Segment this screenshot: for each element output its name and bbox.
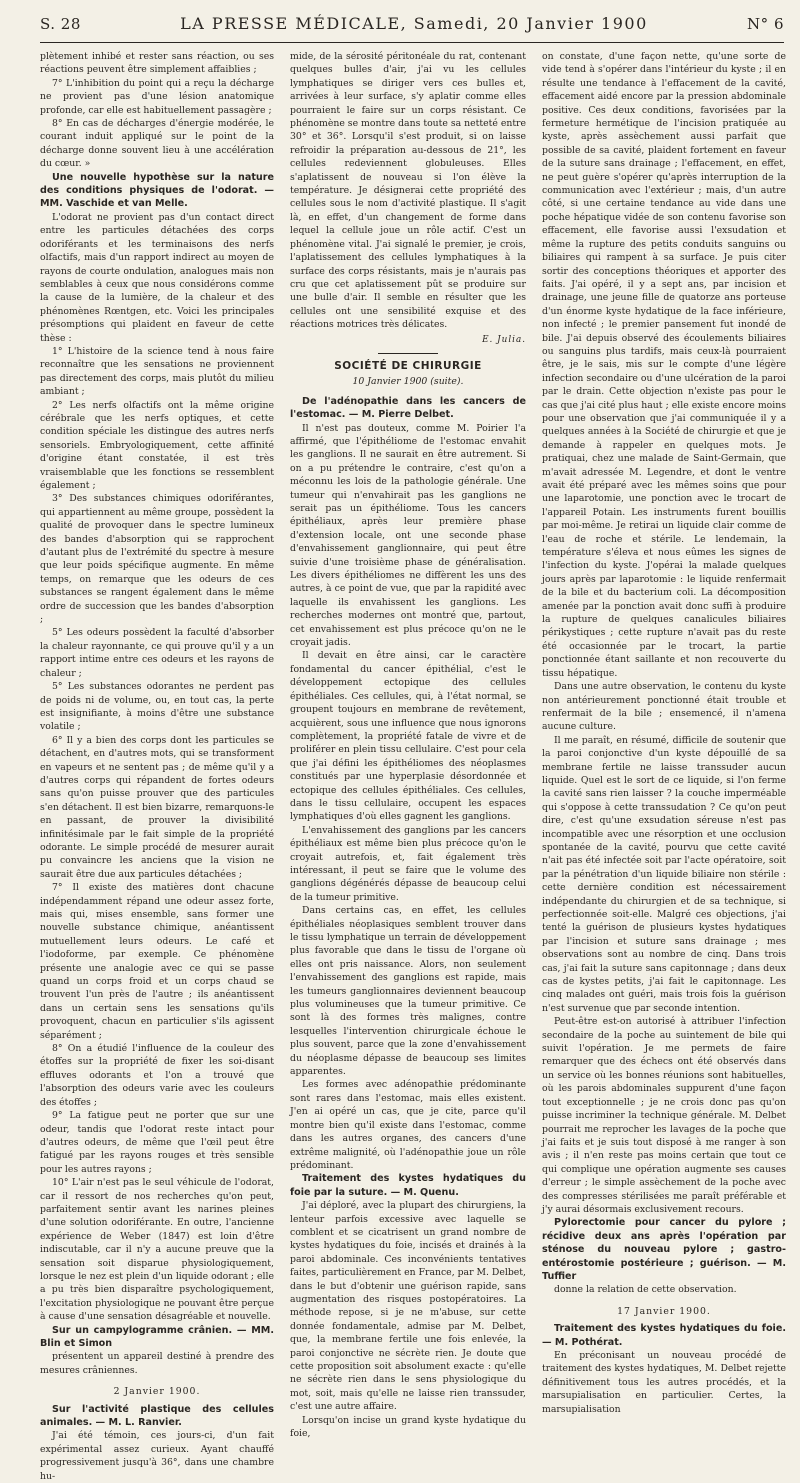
section-divider: [378, 353, 438, 354]
paragraph: Il n'est pas douteux, comme M. Poirier l'a affirmé, que l'épithéliome de l'estomac envahit les ganglions. Il ne saurait en être autrement. Si on a pu prétendre le contraire, c'est qu'on a méconnu les lois de la pathologie générale. Une tumeur qui n'envahirait pas les ganglions ne serait pas un épithéliome. Tous les cancers épithéliaux, après leur première phase d'extension locale, ont une seconde phase d'envahissement ganglionnaire, qui peut être suivie d'une troisième phase de généralisation. Les divers épithéliomes ne diffèrent les uns des autres, à ce point de vue, que par la rapidité avec laquelle ils envahissent les ganglions. Les recherches modernes ont montré que, partout, cet envahissement est plus précoce qu'on ne le croyait jadis.: [290, 422, 526, 649]
column-2: [290, 50, 526, 1440]
paragraph: donne la relation de cette observation.: [554, 1284, 737, 1296]
paragraph: J'ai déploré, avec la plupart des chirurgiens, la lenteur parfois excessive avec laquelle se comblent et se cicatrisent un grand nombre de kystes hydatiques du foie, incisés et drainés à la paroi abdominale. Ces inconvénients tentatives faites, particulièrement en France, par M. Delbet, dans le but d'obtenir une guérison rapide, sans augmentation des risques postopératoires. La méthode repose, si je ne m'abuse, sur cette donnée fondamentale, admise par M. Delbet, que, la membrane fertile une fois enlevée, la paroi conjonctive ne sécrète rien. Je doute que cette proposition soit absolument exacte : qu'elle ne sécrète rien dans le sens physiologique du mot, soit, mais qu'elle ne laisse rien transsuder, c'est une autre affaire.: [290, 1200, 526, 1413]
paragraph: En préconisant un nouveau procédé de traitement des kystes hydatiques, M. Delbet rejette définitivement tous les autres procédés, et la marsupialisation en particulier. Certes, la marsupialisation: [542, 1350, 786, 1415]
article-heading: Traitement des kystes hydatiques du foie. — M. Pothérat.: [542, 1323, 786, 1348]
paragraph: 5° Les odeurs possèdent la faculté d'absorber la chaleur rayonnante, ce qui prouve qu'il y a un rapport intime entre ces odeurs et les rayons de chaleur ;: [40, 627, 274, 679]
paragraph: mide, de la sérosité péritonéale du rat, contenant quelques bulles d'air, j'ai vu les cellules lymphatiques se diriger vers ces bulles et, arrivées à leur surface, s'y aplatir comme elles pourraient le faire sur un corps résistant. Ce phénomène se montre dans toute sa netteté entre 30° et 36°. Lorsqu'il s'est produit, si on laisse refroidir la préparation au-dessous de 21°, les cellules redeviennent globuleuses. Elles s'aplatissent de nouveau si l'on élève la température. Je désignerai cette propriété des cellules sous le nom d'activité plastique. Il s'agit là, en effet, d'un changement de forme dans lequel la cellule joue un rôle actif. C'est un phénomène vital. J'ai signalé le premier, je crois, l'aplatissement des cellules lymphatiques à la surface des corps résistants, mais je n'aurais pas cru que cet aplatissement pût se produire sur une bulle d'air. Il semble en résulter que les cellules ont une sensibilité exquise et des réactions motrices très délicates.: [290, 51, 526, 331]
paragraph: Il me paraît, en résumé, difficile de soutenir que la paroi conjonctive d'un kyste dépouillé de sa membrane fertile ne laisse transsuder aucun liquide. Quel est le sort de ce liquide, si l'on ferme la cavité sans rien laisser ? la couche imperméable qui s'oppose à cette transsudation ? Ce qu'on peut dire, c'est qu'une exsudation séreuse n'est pas incompatible avec une résorption et une occlusion spontanée de la cavité, pourvu que cette cavité n'ait pas été infectée soit par l'acte opératoire, soit par la pénétration d'un liquide biliaire non stérile : cette dernière condition est nécessairement indépendante du chirurgien et de sa technique, si perfectionnée soit-elle. Malgré ces objections, j'ai tenté la guérison de plusieurs kystes hydatiques par l'incision et suture sans drainage ; mes observations sont au nombre de cinq. Dans trois cas, j'ai fait la suture sans capitonnage ; dans deux cas de kystes petits, j'ai fait le capitonnage. Les cinq malades ont guéri, mais trois fois la guérison n'est survenue que par seconde intention.: [542, 734, 786, 1014]
paragraph: plètement inhibé et rester sans réaction, ou ses réactions peuvent être simplement affaiblies ;: [40, 51, 274, 76]
author-signature: E. Julia.: [482, 334, 526, 345]
paragraph: Dans certains cas, en effet, les cellules épithéliales néoplasiques semblent trouver dans le tissu lymphatique un terrain de développement plus favorable que dans le tissu de l'organe où elles ont pris naissance. Alors, non seulement l'envahissement des ganglions est rapide, mais les tumeurs ganglionnaires deviennent beaucoup plus volumineuses que la tumeur primitive. Ce sont là des formes très malignes, contre lesquelles l'intervention chirurgicale échoue le plus souvent, parce que la zone d'envahissement du néoplasme dépasse de beaucoup ses limites apparentes.: [290, 905, 526, 1078]
paragraph: on constate, d'une façon nette, qu'une sorte de vide tend à s'opérer dans l'intérieur du kyste ; il en résulte une tendance à l'effacement de la cavité, effacement aidé encore par la pression abdominale positive. Ces deux conditions, favorisées par la fermeture hermétique de l'incision pratiquée au kyste, après assèchement aussi parfait que possible de sa cavité, plaident fortement en faveur de la suture sans drainage ; l'effacement, en effet, ne peut guère s'opérer qu'après interruption de la communication avec l'extérieur ; mais, d'un autre côté, si une certaine tendance au vide dans une poche hépatique vidée de son contenu favorise son effacement, elle favorise aussi l'exsudation et même la rupture des petits conduits sanguins ou biliaires qui rampent à sa surface. Je puis citer sortir des conceptions théoriques et apporter des faits. J'ai opéré, il y a sept ans, par incision et drainage, une jeune fille de quatorze ans porteuse d'un énorme kyste hydatique de la face inférieure, non infecté ; le premier pansement fut inondé de bile. J'ai depuis observé des écoulements biliaires ou sanguins plus tardifs, mais ceux-là pourraient être, je le sais, mis sur le compte d'une légère infection secondaire ou d'une ulcération de la paroi par le drain. Cette objection n'existe pas pour le cas que j'ai cité plus haut ; elle existe encore moins pour une observation que j'ai communiquée il y a quelques années à la Société de chirurgie et que je demande à rappeler en quelques mots. Je pratiquai, chez une malade de Saint-Germain, que m'avait adressée M. Legendre, et dont le ventre avait été préparé avec les mêmes soins que pour une laparotomie, une ponction avec le trocart de l'appareil Potain. Les instruments furent bouillis par moi-même. Je retirai un liquide clair comme de l'eau de roche et stérile. Le lendemain, la température s'éleva et nous eûmes les signes de l'infection du kyste. J'opérai la malade quelques jours après par laparotomie : le liquide renfermait de la bile et du bacterium coli. La décomposition amenée par la ponction avait donc suffi à produire la rupture de quelques canalicules biliaires périkystiques ; cette rupture n'avait pas du reste été occasionnée par le trocart, la partie ponctionnée étant saillante et non recouverte du tissu hépatique.: [542, 51, 786, 679]
session-date: 10 Janvier 1900 (suite).: [352, 376, 464, 388]
paragraph: 7° L'inhibition du point qui a reçu la décharge ne provient pas d'une lésion anatomique profonde, car elle est habituellement passagère ;: [40, 77, 274, 116]
paragraph: Il devait en être ainsi, car le caractère fondamental du cancer épithélial, c'est le développement ectopique des cellules épithéliales. Ces cellules, qui, à l'état normal, se groupent toujours en membrane de revêtement, acquièrent, sous une influence que nous ignorons complètement, la propriété fatale de vivre et de proliférer en plein tissu cellulaire. C'est pour cela que j'ai défini les épithéliomes des néoplasmes constitués par une hyperplasie désordonnée et ectopique des cellules épithéliales. Ces cellules, dans le tissu cellulaire, occupent les espaces lymphatiques d'où elles gagnent les ganglions.: [290, 650, 526, 823]
paragraph: 8° On a étudié l'influence de la couleur des étoffes sur la propriété de fixer les soi-disant effluves odorants et l'on a trouvé que l'absorption des odeurs varie avec les couleurs des étoffes ;: [40, 1043, 274, 1108]
paragraph: 1° L'histoire de la science tend à nous faire reconnaître que les sensations ne proviennent pas directement des corps, mais plutôt du milieu ambiant ;: [40, 345, 274, 398]
journal-title: LA PRESSE MÉDICALE, Samedi, 20 Janvier 1900: [180, 14, 648, 33]
paragraph: présentent un appareil destiné à prendre des mesures crâniennes.: [40, 1351, 274, 1376]
page-number: S. 28: [40, 15, 81, 33]
article-heading: Sur l'activité plastique des cellules animales. — M. L. Ranvier.: [40, 1403, 274, 1429]
paragraph: L'envahissement des ganglions par les cancers épithéliaux est même bien plus précoce qu'on le croyait autrefois, et, fait également très intéressant, il peut se faire que le volume des ganglions dégénérés dépasse de beaucoup celui de la tumeur primitive.: [290, 824, 526, 903]
column-1: [40, 50, 274, 1482]
article-heading: Une nouvelle hypothèse sur la nature des conditions physiques de l'odorat. — MM. Vaschide et van Melle.: [40, 171, 274, 210]
article-heading: Sur un campylogramme crânien. — MM. Blin et Simon: [40, 1324, 274, 1349]
paragraph: 9° La fatigue peut ne porter que sur une odeur, tandis que l'odorat reste intact pour d'autres odeurs, de même que l'œil peut être fatigué par les rayons rouges et très sensible pour les autres rayons ;: [40, 1110, 274, 1175]
paragraph: 5° Les substances odorantes ne perdent pas de poids ni de volume, ou, en tout cas, la perte est insignifiante, à moins d'être une substance volatile ;: [40, 681, 274, 733]
section-title: SOCIÉTÉ DE CHIRURGIE: [334, 359, 482, 372]
session-date: 17 Janvier 1900.: [617, 1305, 711, 1317]
paragraph: Peut-être est-on autorisé à attribuer l'infection secondaire de la poche au suintement de bile qui suivit l'opération. Je me permets de faire remarquer que des échecs ont été observés dans un service où les bonnes réunions sont habituelles, où les parois abdominales suppurent d'une façon tout exceptionnelle ; je ne crois donc pas qu'on puisse incriminer la technique générale. M. Delbet pourrait me reprocher les lavages de la poche que j'ai faits et je suis tout disposé à me ranger à son avis ; il n'en reste pas moins certain que tout ce qui complique une opération augmente ses causes d'erreur ; le simple assèchement de la poche avec des compresses stérilisées me paraît préférable et j'y aurai désormais exclusivement recours.: [542, 1016, 786, 1215]
paragraph: 8° En cas de décharges d'énergie modérée, le courant induit appliqué sur le point de la décharge donne souvent lieu à une accélération du cœur. »: [40, 118, 274, 170]
paragraph: L'odorat ne provient pas d'un contact direct entre les particules détachées des corps odoriférants et les terminaisons des nerfs olfactifs, mais d'un rapport indirect au moyen de rayons de courte ondulation, analogues mais non semblables à ceux que nous considérons comme la cause de la lumière, de la chaleur et des phénomènes Rœntgen, etc. Voici les principales présomptions qui plaident en faveur de cette thèse :: [40, 211, 274, 344]
paragraph: Dans une autre observation, le contenu du kyste non antérieurement ponctionné était trouble et renfermait de la bile ; ensemencé, il n'amena aucune culture.: [542, 681, 786, 733]
paragraph: Les formes avec adénopathie prédominante sont rares dans l'estomac, mais elles existent. J'en ai opéré un cas, que je cite, parce qu'il montre bien qu'il existe dans l'estomac, comme dans les autres organes, des cancers d'une extrême malignité, où l'adénopathie joue un rôle prédominant.: [290, 1079, 526, 1171]
article-heading: Pylorectomie pour cancer du pylore ; récidive deux ans après l'opération par sténose du nouveau pylore ; gastro-entérostomie postérieure ; guérison. — M. Tuffier: [542, 1217, 786, 1282]
article-heading: Traitement des kystes hydatiques du foie par la suture. — M. Quenu.: [290, 1173, 526, 1198]
issue-number: N° 6: [747, 15, 784, 33]
session-date: 2 Janvier 1900.: [113, 1386, 201, 1398]
header-rule: [40, 42, 784, 43]
paragraph: Lorsqu'on incise un grand kyste hydatique du foie,: [290, 1414, 526, 1440]
paragraph: J'ai été témoin, ces jours-ci, d'un fait expérimental assez curieux. Ayant chauffé progressivement jusqu'à 36°, dans une chambre hu-: [40, 1430, 274, 1482]
paragraph: 10° L'air n'est pas le seul véhicule de l'odorat, car il ressort de nos recherches qu'on peut, parfaitement sentir avant les narines pleines d'une solution odoriférante. En outre, l'ancienne expérience de Weber (1847) est loin d'être indiscutable, car il n'y a aucune preuve que la sensation soit disparue physiologiquement, lorsque le nez est plein d'un liquide odorant ; elle a pu très bien disparaître psychologiquement, l'excitation physiologique ne pouvant être perçue à cause d'une sensation désagréable et nouvelle.: [40, 1177, 274, 1323]
column-3: [542, 50, 786, 1415]
paragraph: 3° Des substances chimiques odoriférantes, qui appartiennent au même groupe, possèdent la qualité de provoquer dans le spectre lumineux des bandes d'absorption qui se rapprochent d'autant plus de l'extrémité du spectre à mesure que leur poids spécifique augmente. En même temps, on remarque que les odeurs de ces substances se rangent également dans le même ordre de succession que les bandes d'absorption ;: [40, 493, 274, 626]
paragraph: 2° Les nerfs olfactifs ont la même origine cérébrale que les nerfs optiques, et cette condition spéciale les distingue des autres nerfs sensoriels. Embryologiquement, cette affinité d'origine étant constatée, il est très vraisemblable que les fonctions se ressemblent également ;: [40, 399, 274, 491]
paragraph: 7° Il existe des matières dont chacune indépendamment répand une odeur assez forte, mais qui, mises ensemble, sans former une nouvelle substance chimique, anéantissent mutuellement leurs odeurs. Le café et l'iodoforme, par exemple. Ce phénomène présente une analogie avec ce qui se passe quand un corps froid et un corps chaud se trouvent l'un près de l'autre ; ils anéantissent dans un certain sens les sensations qu'ils provoquent, chacun en particulier s'ils agissent séparément ;: [40, 882, 274, 1041]
article-heading: De l'adénopathie dans les cancers de l'estomac. — M. Pierre Delbet.: [290, 395, 526, 421]
paragraph: 6° Il y a bien des corps dont les particules se détachent, en d'autres mots, qui se transforment en vapeurs et ne sentent pas ; de même qu'il y a d'autres corps qui répandent de fortes odeurs sans qu'on puisse prouver que des particules s'en détachent. Il est bien bizarre, remarquons-le en passant, de prouver la divisibilité infinitésimale par le fait simple de la propriété odorante. Le simple procédé de mesurer aurait pu convaincre les anciens que la vision ne saurait être due aux particules détachées ;: [40, 734, 274, 880]
page-header: [40, 14, 784, 38]
